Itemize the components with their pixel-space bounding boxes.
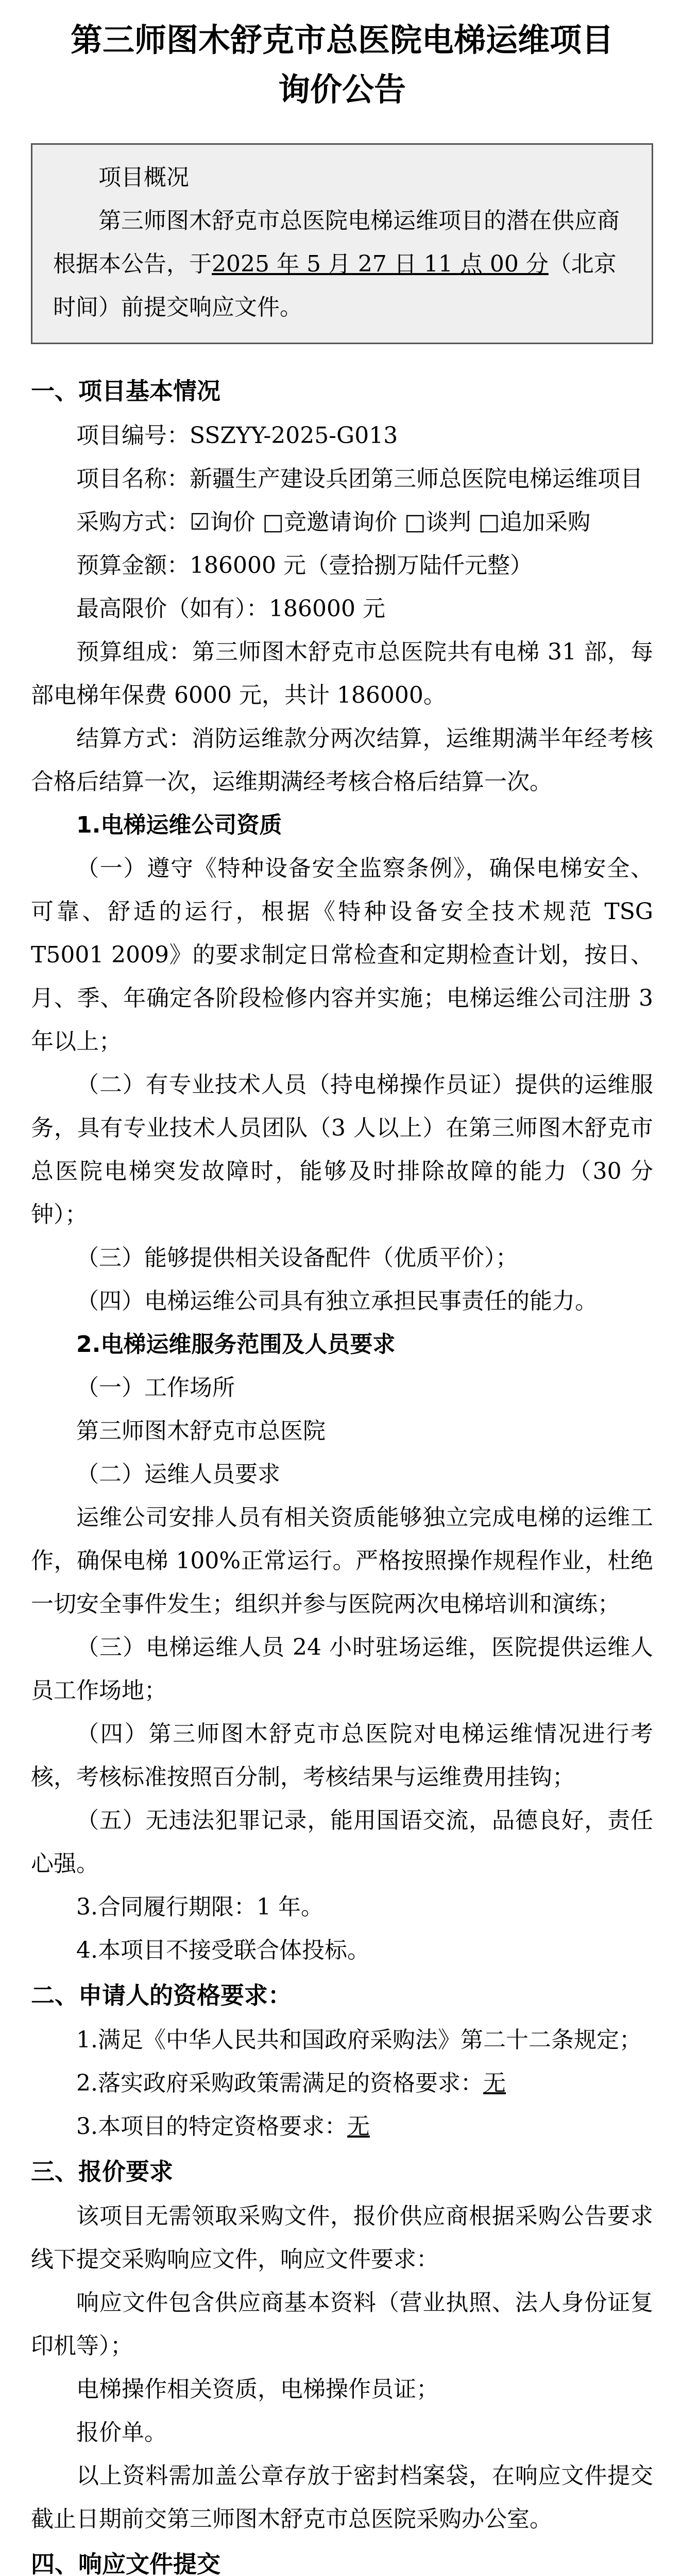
consortium-note: 4.本项目不接受联合体投标。 [76,1937,370,1963]
overview-text-part2: （北京时间）前提交响应文件。 [53,251,617,320]
applicant-req-3-value: 无 [347,2113,370,2140]
qualification-2: （二）有专业技术人员（持电梯操作员证）提供的运维服务，具有专业技术人员团队（3 人以上）在第三师图木舒克市总医院电梯突发故障时，能够及时排除故障的能力（30 分钟）； [31,1072,653,1228]
section-1-heading: 一、项目基本情况 [31,377,220,405]
section-4-heading: 四、响应文件提交 [31,2550,220,2576]
budget-amount: 预算金额：186000 元（壹拾捌万陆仟元整） [76,552,533,579]
qualification-3: （三）能够提供相关设备配件（优质平价）； [76,1245,518,1271]
overview-label: 项目概况 [98,164,189,191]
section-3-heading: 三、报价要求 [31,2158,173,2185]
quotation-intro: 该项目无需领取采购文件，报价供应商根据采购公告要求线下提交采购响应文件，响应文件要求： [31,2203,653,2273]
quotation-item-3: 报价单。 [76,2419,167,2446]
scope-label: （一）工作场所 [76,1375,235,1401]
method-bid-checkbox: □竞邀请询价 [262,509,398,535]
project-number: 项目编号：SSZYY-2025-G013 [76,422,398,449]
applicant-req-1: 1.满足《中华人民共和国政府采购法》第二十二条规定； [76,2027,642,2053]
title-line-1: 第三师图木舒克市总医院电梯运维项目 [70,21,613,59]
procurement-method [31,501,653,544]
section-submission [31,2541,653,2576]
scope-place: 第三师图木舒克市总医院 [76,1418,326,1444]
section-basic-info [31,368,653,1972]
contract-period: 3.合同履行期限：1 年。 [76,1894,323,1920]
page-title [31,15,653,114]
applicant-req-2 [31,2062,653,2105]
method-negotiate-checkbox: □谈判 [404,509,471,535]
qualification-1: （一）遵守《特种设备安全监察条例》，确保电梯安全、可靠、舒适的运行，根据《特种设备安全技术规范 TSG T5001 2009》的要求制定日常检查和定期检查计划，按日、月、季、年确定各阶段检修内容并实施；电梯运维公司注册 3 年以上； [31,855,653,1055]
applicant-req-3-label: 3.本项目的特定资格要求： [76,2113,347,2140]
section-applicant-qualification [31,1972,653,2148]
method-inquiry-checkbox: ☑询价 [190,509,255,535]
method-add-checkbox: □追加采购 [478,509,591,535]
overview-text-part1: 第三师图木舒克市总医院电梯运维项目的潜在供应商根据本公告，于 [53,208,620,277]
qualification-4: （四）电梯运维公司具有独立承担民事责任的能力。 [76,1288,598,1314]
section-quotation [31,2148,653,2541]
title-line-2: 询价公告 [278,71,406,108]
method-label: 采购方式： [76,509,190,535]
staff-requirements: 运维公司安排人员有相关资质能够独立完成电梯的运维工作，确保电梯 100%正常运行。严格按照操作规程作业，杜绝一切安全事件发生；组织并参与医院两次电梯培训和演练； [31,1504,653,1617]
quotation-item-1: 响应文件包含供应商基本资料（营业执照、法人身份证复印机等）； [31,2290,653,2359]
subsection-service-scope: 2.电梯运维服务范围及人员要求 [76,1331,396,1358]
staff-label: （二）运维人员要求 [76,1461,280,1487]
subsection-company-qualification: 1.电梯运维公司资质 [76,812,282,838]
max-price: 最高限价（如有）：186000 元 [76,596,385,622]
requirement-4: （四）第三师图木舒克市总医院对电梯运维情况进行考核，考核标准按照百分制，考核结果与运维费用挂钩； [31,1721,653,1790]
quotation-item-2: 电梯操作相关资质，电梯操作员证； [76,2376,439,2402]
section-2-heading: 二、申请人的资格要求： [31,1981,292,2009]
settlement-method: 结算方式：消防运维款分两次结算，运维期满半年经考核合格后结算一次，运维期满经考核合格后结算一次。 [31,725,653,795]
applicant-req-2-value: 无 [483,2070,506,2096]
overview-deadline: 2025 年 5 月 27 日 11 点 00 分 [212,251,549,277]
applicant-req-2-label: 2.落实政府采购政策需满足的资格要求： [76,2070,483,2096]
applicant-req-3 [31,2105,653,2148]
quotation-note: 以上资料需加盖公章存放于密封档案袋，在响应文件提交截止日期前交第三师图木舒克市总医院采购办公室。 [31,2463,653,2532]
budget-detail: 预算组成：第三师图木舒克市总医院共有电梯 31 部，每部电梯年保费 6000 元，共计 186000。 [31,639,653,708]
requirement-3: （三）电梯运维人员 24 小时驻场运维，医院提供运维人员工作场地； [31,1634,653,1704]
project-overview-box [31,143,653,344]
project-name: 项目名称：新疆生产建设兵团第三师总医院电梯运维项目 [76,466,643,492]
overview-text [53,199,631,329]
requirement-5: （五）无违法犯罪记录，能用国语交流，品德良好，责任心强。 [31,1807,653,1877]
